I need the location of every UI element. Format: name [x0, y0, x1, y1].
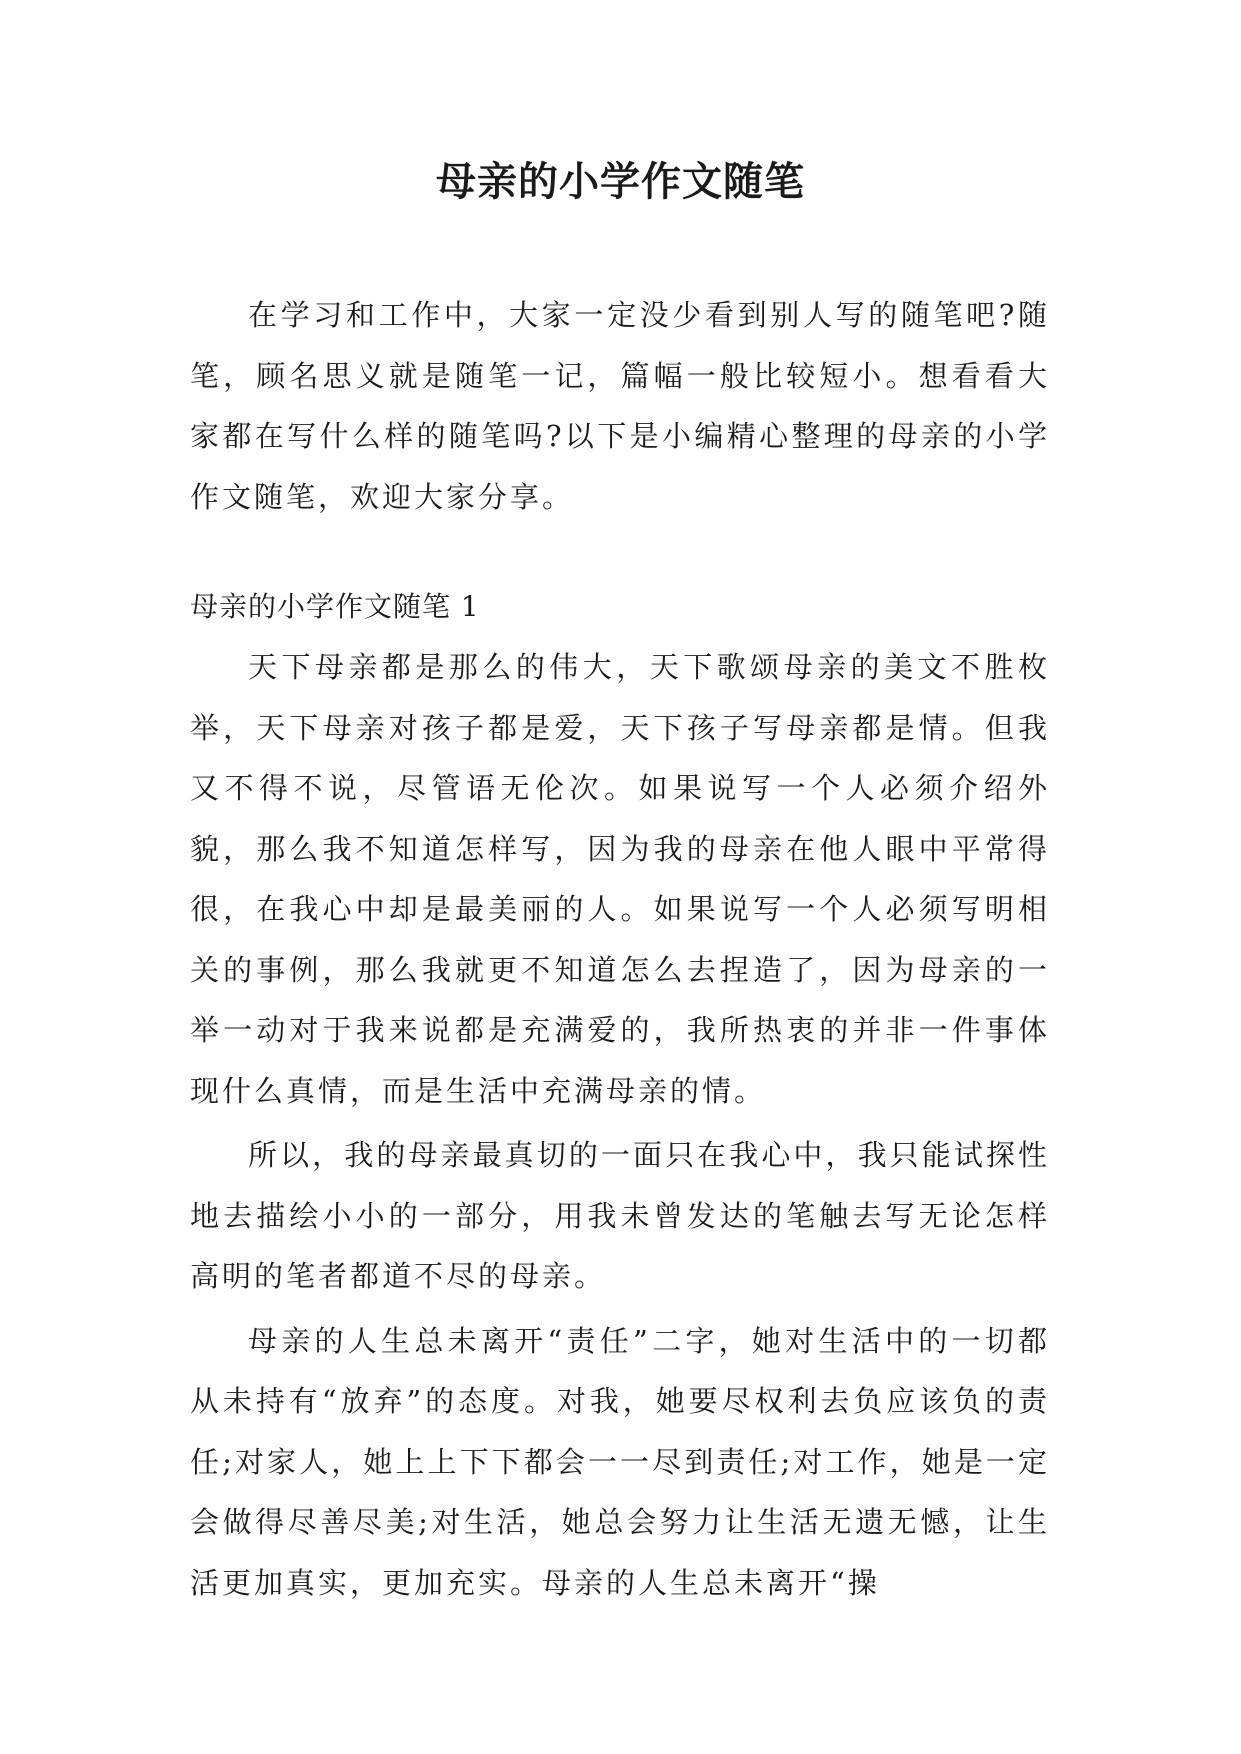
section-heading: 母亲的小学作文随笔 1: [190, 590, 480, 623]
document-title: 母亲的小学作文随笔: [436, 159, 805, 205]
body-paragraph-1: 天下母亲都是那么的伟大，天下歌颂母亲的美文不胜枚举，天下母亲对孩子都是爱，天下孩子写母亲都是情。但我又不得不说，尽管语无伦次。如果说写一个人必须介绍外貌，那么我不知道怎样写，因为我的母亲在他人眼中平常得很，在我心中却是最美丽的人。如果说写一个人必须写明相关的事例，那么我就更不知道怎么去捏造了，因为母亲的一举一动对于我来说都是充满爱的，我所热衷的并非一件事体现什么真情，而是生活中充满母亲的情。: [190, 650, 1050, 1108]
body-paragraph-2: 所以，我的母亲最真切的一面只在我心中，我只能试探性地去描绘小小的一部分，用我未曾发达的笔触去写无论怎样高明的笔者都道不尽的母亲。: [190, 1138, 1050, 1293]
intro-paragraph: 在学习和工作中，大家一定没少看到别人写的随笔吧?随笔，顾名思义就是随笔一记，篇幅一般比较短小。想看看大家都在写什么样的随笔吗?以下是小编精心整理的母亲的小学作文随笔，欢迎大家分享。: [190, 298, 1050, 514]
body-paragraph-3: 母亲的人生总未离开“责任”二字，她对生活中的一切都从未持有“放弃”的态度。对我，她要尽权利去负应该负的责任;对家人，她上上下下都会一一尽到责任;对工作，她是一定会做得尽善尽美;对生活，她总会努力让生活无遗无憾，让生活更加真实，更加充实。母亲的人生总未离开“操: [190, 1323, 1050, 1600]
document-body: [190, 285, 1050, 1613]
